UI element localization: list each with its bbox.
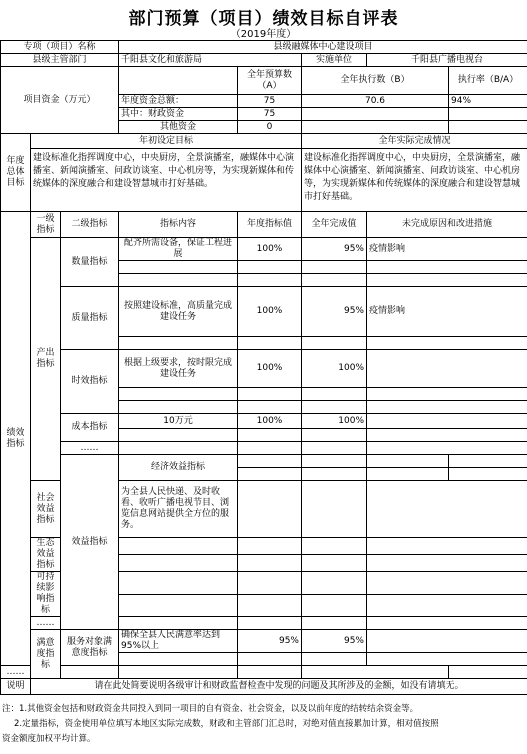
plan-goal-header: 年初设定目标 (31, 134, 302, 149)
satisfaction-indicator-label: 满意度指标 (31, 630, 61, 679)
quality-content: 按照建设标准，高质量完成建设任务 (119, 287, 238, 337)
budget-col-header: 全年预算数（A） (238, 67, 302, 95)
level2-header: 二级指标 (61, 212, 119, 238)
exec-unit-value: 千阳县广播电视台 (367, 54, 527, 67)
done-header: 全年完成值 (302, 212, 367, 238)
footnote-line: 2.定量指标，资金使用单位填写本地区实际完成数，财政和主管部门汇总时，对绝对值直接累加计算，相对值按照 (14, 719, 439, 729)
actual-goal-header: 全年实际完成情况 (302, 134, 527, 149)
service-content: 确保全县人民满意率达到95%以上 (119, 630, 238, 653)
quality-done: 95% (302, 287, 367, 337)
project-name-value: 县级融媒体中心建设项目 (119, 41, 527, 54)
target-header: 年度指标值 (238, 212, 302, 238)
quality-indicator-label: 质量指标 (61, 287, 119, 350)
plan-goal-text: 建设标准化指挥调度中心，中央厨房，全景演播室，融媒体中心演播室、新闻演播室、问政访谈室、中心机房等，为实现新媒体和传统媒体的深度融合和建设智慧城市打好基础。 (31, 149, 302, 212)
cost-target: 100% (238, 414, 302, 429)
service-satisfaction-label: 服务对象满意度指标 (61, 630, 119, 666)
explain-label: 说明 (1, 679, 31, 695)
evaluation-table (0, 40, 527, 695)
service-done: 95% (302, 630, 367, 653)
explain-text: 请在此处简要说明各级审计和财政监督检查中发现的问题及其所涉及的金额，如没有请填无。 (31, 679, 527, 695)
footnotes (2, 702, 525, 747)
quantity-done: 95% (302, 238, 367, 261)
cost-indicator-label: 成本指标 (61, 414, 119, 442)
exec-unit-label: 实施单位 (302, 54, 367, 67)
output-ellipsis: …… (61, 442, 119, 455)
funds-row-label: 其中：财政资金 (119, 108, 238, 121)
output-indicator-label: 产出指标 (31, 238, 61, 481)
timeliness-target: 100% (238, 350, 302, 388)
quality-reason: 疫情影响 (367, 287, 527, 337)
economic-indicator-label: 经济效益指标 (119, 455, 238, 481)
quantity-indicator-label: 数量指标 (61, 238, 119, 287)
level1-header: 一级指标 (31, 212, 61, 238)
timeliness-content: 根据上级要求，按时限完成建设任务 (119, 350, 238, 388)
quality-target: 100% (238, 287, 302, 337)
actual-goal-text: 建设标准化指挥调度中心，中央厨房，全景演播室，融媒体中心演播室、新闻演播室、问政访谈室、中心机房等，为实现新媒体和传统媒体的深度融合和建设智慧城市打好基础。 (302, 149, 527, 212)
content-header: 指标内容 (119, 212, 238, 238)
funds-row-label: 其他资金 (119, 121, 238, 134)
funds-exec: 70.6 (302, 95, 449, 108)
funds-budget: 0 (238, 121, 302, 134)
report-year: （2019年度） (230, 29, 297, 40)
benefit-indicator-label: 效益指标 (61, 455, 119, 630)
benefit-ellipsis: …… (31, 617, 61, 630)
cost-content: 10万元 (119, 414, 238, 429)
footnote-line: 注：1.其他资金包括和财政资金共同投入到同一项目的自有资金、社会资金，以及以前年度的结转结余资金等。 (2, 704, 419, 714)
exec-col-header: 全年执行数（B） (302, 67, 449, 95)
eco-indicator-label: 生态效益指标 (31, 538, 61, 572)
rate-col-header: 执行率（B/A） (449, 67, 527, 95)
quantity-target: 100% (238, 238, 302, 261)
dept-label: 县级主管部门 (1, 54, 119, 67)
satisfaction-ellipsis: …… (1, 666, 31, 679)
cost-done: 100% (302, 414, 367, 429)
page-title: 部门预算（项目）绩效目标自评表 (128, 9, 399, 29)
social-content: 为全县人民快递、及时收看、收听广播电视节目、浏览信息网站提供全方位的服务。 (119, 481, 238, 538)
funds-budget: 75 (238, 108, 302, 121)
timeliness-indicator-label: 时效指标 (61, 350, 119, 414)
funds-rate: 94% (449, 95, 527, 108)
timeliness-done: 100% (302, 350, 367, 388)
project-name-label: 专项（项目）名称 (1, 41, 119, 54)
perf-indicator-label: 绩效指标 (1, 212, 31, 666)
funds-row-label: 年度资金总额： (119, 95, 238, 108)
funds-budget: 75 (238, 95, 302, 108)
sustain-indicator-label: 可持续影响指标 (31, 572, 61, 617)
quantity-reason: 疫情影响 (367, 238, 527, 261)
service-target: 95% (238, 630, 302, 653)
reason-header: 未完成原因和改进措施 (367, 212, 527, 238)
social-indicator-label: 社会效益指标 (31, 481, 61, 538)
footnote-line: 资金额度加权平均计算。 (2, 734, 96, 744)
dept-value: 千阳县文化和旅游局 (119, 54, 302, 67)
funds-label: 项目资金（万元） (1, 67, 119, 134)
annual-goal-label: 年度总体目标 (1, 134, 31, 212)
quantity-content: 配齐所需设备，保证工程进展 (119, 238, 238, 261)
